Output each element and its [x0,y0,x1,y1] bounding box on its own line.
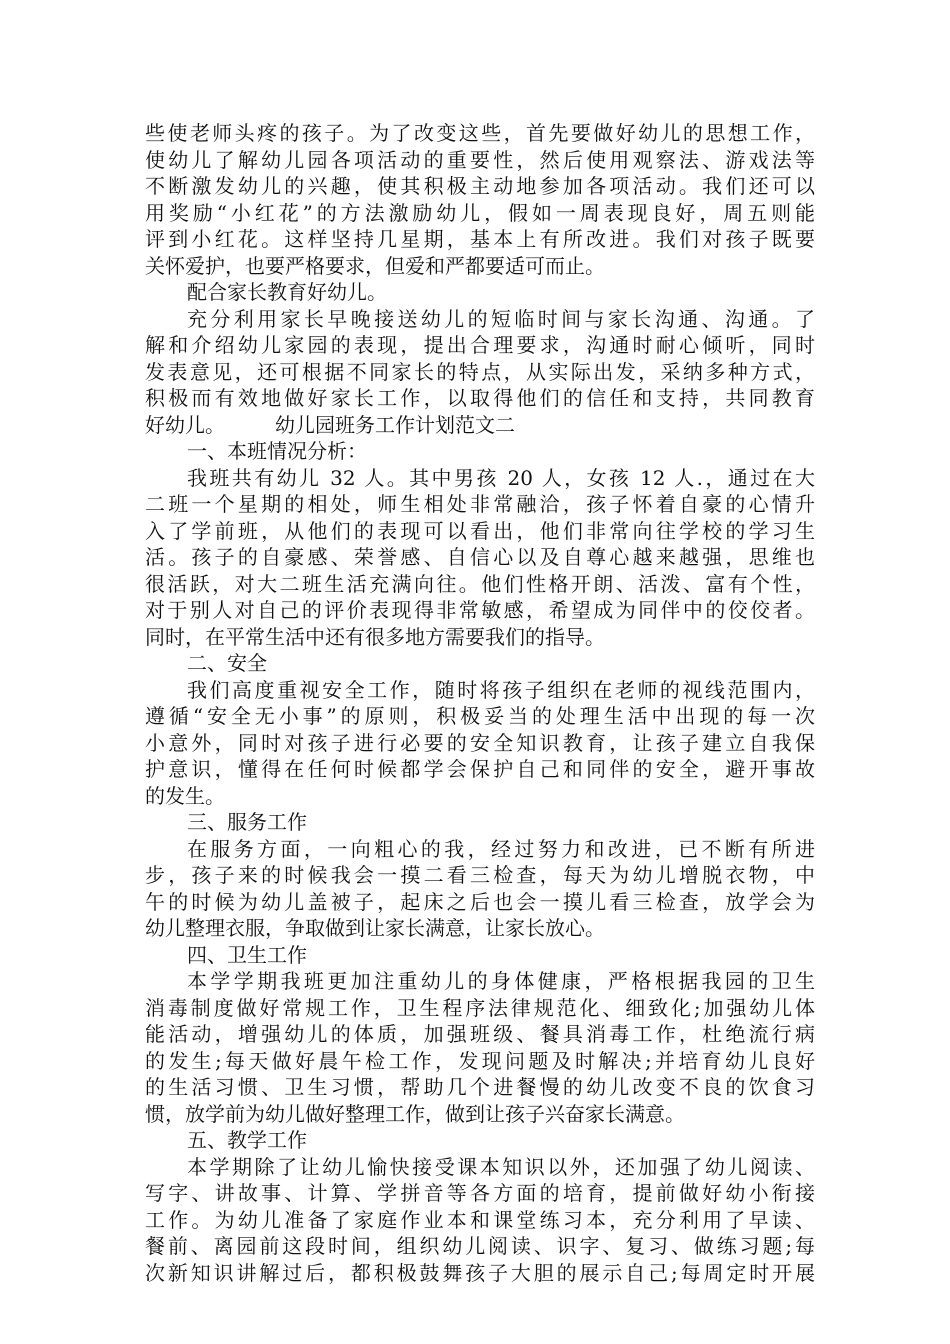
paragraph-line: 工作。为幼儿准备了家庭作业本和课堂练习本，充分利用了早读、 [145,1207,815,1232]
paragraph-line: 护意识，懂得在任何时候都学会保护自己和同伴的安全，避开事故 [145,757,815,781]
paragraph-line: 对于别人对自己的评价表现得非常敏感，希望成为同伴中的佼佼者。 [145,598,815,622]
section-heading-line: 二、安全 [187,651,267,675]
paragraph-line: 入了学前班，从他们的表现可以看出，他们非常向往学校的学习生 [145,518,815,543]
section-heading-line: 一、本班情况分析： [187,439,367,463]
paragraph-line: 好幼儿。 幼儿园班务工作计划范文二 [145,412,515,437]
paragraph-line: 我们高度重视安全工作，随时将孩子组织在老师的视线范围内， [187,677,815,702]
paragraph-line: 解和介绍幼儿家园的表现，提出合理要求，沟通时耐心倾听，同时 [145,333,815,357]
section-heading-line: 配合家长教育好幼儿。 [187,280,387,304]
paragraph-line: 充分利用家长早晚接送幼儿的短临时间与家长沟通、沟通。了 [187,306,815,331]
paragraph-line: 在服务方面，一向粗心的我，经过努力和改进，已不断有所进 [187,836,815,861]
paragraph-line: 评到小红花。这样坚持几星期，基本上有所改进。我们对孩子既要 [145,227,815,251]
paragraph-line: 步，孩子来的时候我会一摸二看三检查，每天为幼儿增脱衣物，中 [145,863,815,887]
paragraph-line: 不断激发幼儿的兴趣，使其积极主动地参加各项活动。我们还可以 [145,174,815,198]
paragraph-line: 的生活习惯、卫生习惯，帮助几个进餐慢的幼儿改变不良的饮食习 [145,1075,815,1099]
paragraph-line: 我班共有幼儿 32 人。其中男孩 20 人，女孩 12 人.，通过在大 [187,465,815,490]
paragraph-line: 用奖励“小红花”的方法激励幼儿，假如一周表现良好，周五则能 [145,200,815,225]
paragraph-line: 二班一个星期的相处，师生相处非常融洽，孩子怀着自豪的心情升 [145,492,815,516]
paragraph-line: 关怀爱护，也要严格要求，但爱和严都要适可而止。 [145,253,605,278]
paragraph-line: 能活动，增强幼儿的体质，加强班级、餐具消毒工作，杜绝流行病 [145,1022,815,1046]
paragraph-line: 些使老师头疼的孩子。为了改变这些，首先要做好幼儿的思想工作， [145,121,815,145]
section-heading-line: 三、服务工作 [187,810,307,834]
paragraph-line: 次新知识讲解过后，都积极鼓舞孩子大胆的展示自己;每周定时开展 [145,1260,815,1285]
paragraph-line: 餐前、离园前这段时间，组织幼儿阅读、识字、复习、做练习题;每 [145,1234,815,1258]
paragraph-line: 幼儿整理衣服，争取做到让家长满意，让家长放心。 [145,916,605,940]
paragraph-line: 消毒制度做好常规工作，卫生程序法律规范化、细致化;加强幼儿体 [145,995,815,1020]
paragraph-line: 惯，放学前为幼儿做好整理工作，做到让孩子兴奋家长满意。 [145,1101,685,1126]
paragraph-line: 本学期除了让幼儿愉快接受课本知识以外，还加强了幼儿阅读、 [187,1154,815,1179]
paragraph-line: 很活跃，对大二班生活充满向往。他们性格开朗、活泼、富有个性， [145,571,815,596]
paragraph-line: 本学学期我班更加注重幼儿的身体健康，严格根据我园的卫生 [187,969,815,993]
paragraph-line: 发表意见，还可根据不同家长的特点，从实际出发，采纳多种方式， [145,359,815,384]
section-heading-line: 五、教学工作 [187,1128,307,1152]
paragraph-line: 活。孩子的自豪感、荣誉感、自信心以及自尊心越来越强，思维也 [145,545,815,569]
paragraph-line: 使幼儿了解幼儿园各项活动的重要性，然后使用观察法、游戏法等 [145,147,815,172]
paragraph-line: 午的时候为幼儿盖被子，起床之后也会一摸儿看三检查，放学会为 [145,889,815,914]
paragraph-line: 的发生。 [145,783,225,808]
paragraph-line: 积极而有效地做好家长工作，以取得他们的信任和支持，共同教育 [145,386,815,410]
paragraph-line: 小意外，同时对孩子进行必要的安全知识教育，让孩子建立自我保 [145,730,815,755]
paragraph-line: 的发生;每天做好晨午检工作，发现问题及时解决;并培育幼儿良好 [145,1048,815,1073]
document-text-body [145,120,815,1286]
paragraph-line: 写字、讲故事、计算、学拼音等各方面的培育，提前做好幼小衔接 [145,1181,815,1205]
section-heading-line: 四、卫生工作 [187,942,307,967]
paragraph-line: 同时，在平常生活中还有很多地方需要我们的指导。 [145,624,605,649]
paragraph-line: 遵循“安全无小事”的原则，积极妥当的处理生活中出现的每一次 [145,704,815,728]
